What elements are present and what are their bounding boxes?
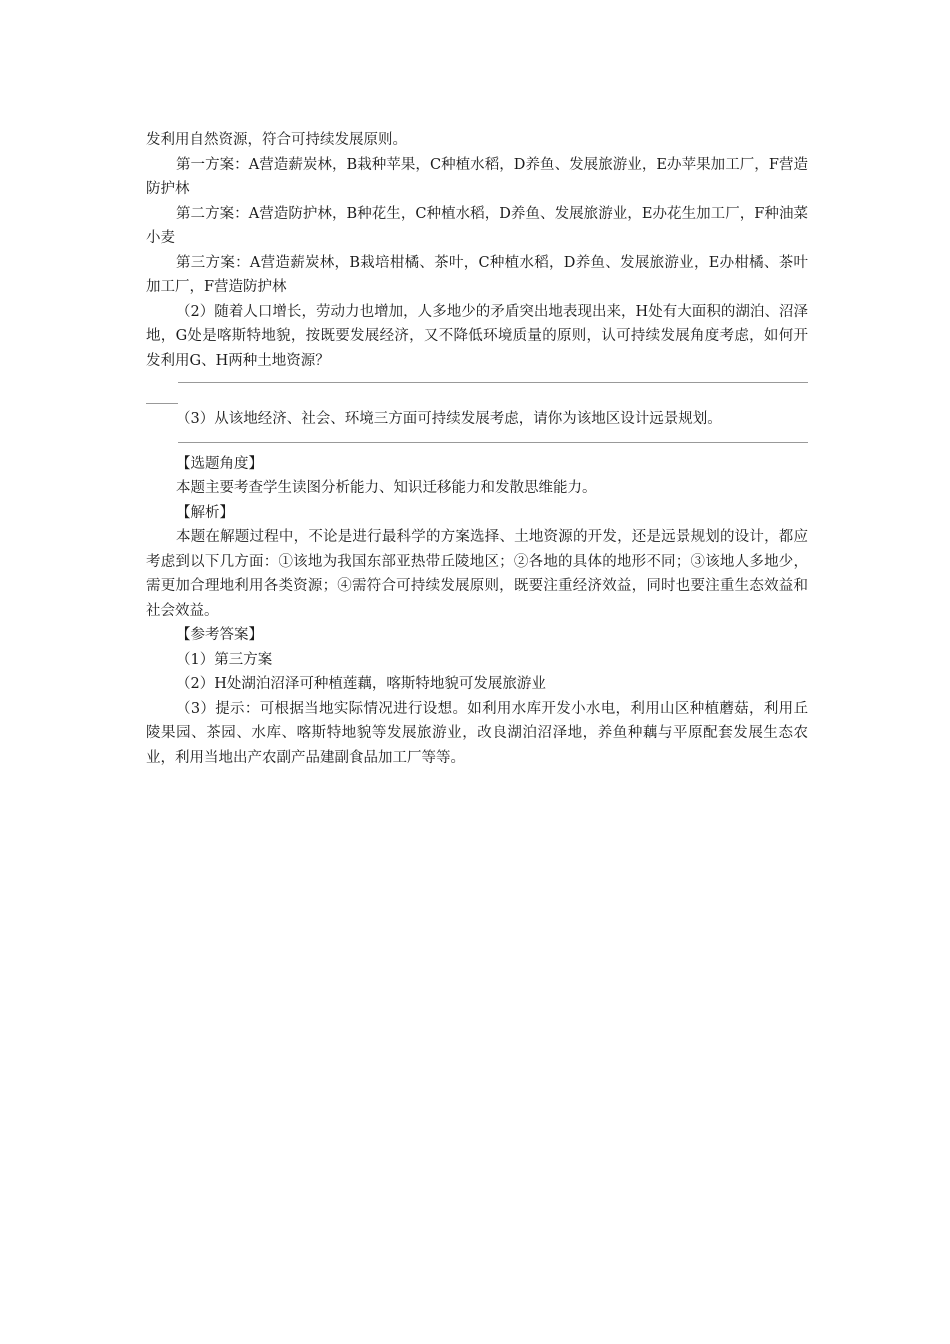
- answer-line: [178, 382, 808, 383]
- paragraph-analysis: 本题在解题过程中，不论是进行最科学的方案选择、土地资源的开发，还是远景规划的设计，都应考虑到以下几方面：①该地为我国东部亚热带丘陵地区；②各地的具体的地形不同；③该地人多地少，需更加合理地利用各类资源；④需符合可持续发展原则，既要注重经济效益，同时也要注重生态效益和社会效益。: [146, 529, 808, 619]
- answer-blank-2: [146, 373, 808, 399]
- answer-line: [178, 442, 808, 443]
- document-body: [146, 128, 808, 770]
- paragraph-plan-3: 第三方案：A营造薪炭林，B栽培柑橘、茶叶，C种植水稻，D养鱼、发展旅游业，E办柑橘、茶叶加工厂，F营造防护林: [146, 254, 808, 295]
- answer-line: [146, 403, 178, 404]
- heading-selection-angle: 【选题角度】: [176, 455, 263, 472]
- answer-item-2: （2）H处湖泊沼泽可种植莲藕，喀斯特地貌可发展旅游业: [176, 676, 546, 692]
- paragraph-question-3: （3）从该地经济、社会、环境三方面可持续发展考虑，请你为该地区设计远景规划。: [176, 411, 722, 427]
- paragraph-continuation: 发利用自然资源，符合可持续发展原则。: [146, 132, 407, 148]
- answer-blank-3: [146, 432, 808, 452]
- paragraph-selection-angle: 本题主要考查学生读图分析能力、知识迁移能力和发散思维能力。: [176, 480, 597, 496]
- paragraph-plan-1: 第一方案：A营造薪炭林，B栽种苹果，C种植水稻，D养鱼、发展旅游业，E办苹果加工厂，F营造防护林: [146, 156, 808, 197]
- answer-item-3: （3）提示：可根据当地实际情况进行设想。如利用水库开发小水电，利用山区种植蘑菇，利用丘陵果园、茶园、水库、喀斯特地貌等发展旅游业，改良湖泊沼泽地，养鱼种藕与平原配套发展生态农业，利用当地出产农副产品建副食品加工厂等等。: [146, 700, 808, 766]
- paragraph-question-2: （2）随着人口增长，劳动力也增加，人多地少的矛盾突出地表现出来，H处有大面积的湖泊、沼泽地，G处是喀斯特地貌，按既要发展经济，又不降低环境质量的原则，认可持续发展角度考虑，如何开发利用G、H两种土地资源？: [146, 303, 808, 369]
- paragraph-plan-2: 第二方案：A营造防护林，B种花生，C种植水稻，D养鱼、发展旅游业，E办花生加工厂，F种油菜小麦: [146, 205, 808, 246]
- heading-analysis: 【解析】: [176, 504, 234, 521]
- answer-item-1: （1）第三方案: [176, 651, 273, 668]
- heading-reference-answer: 【参考答案】: [176, 627, 263, 643]
